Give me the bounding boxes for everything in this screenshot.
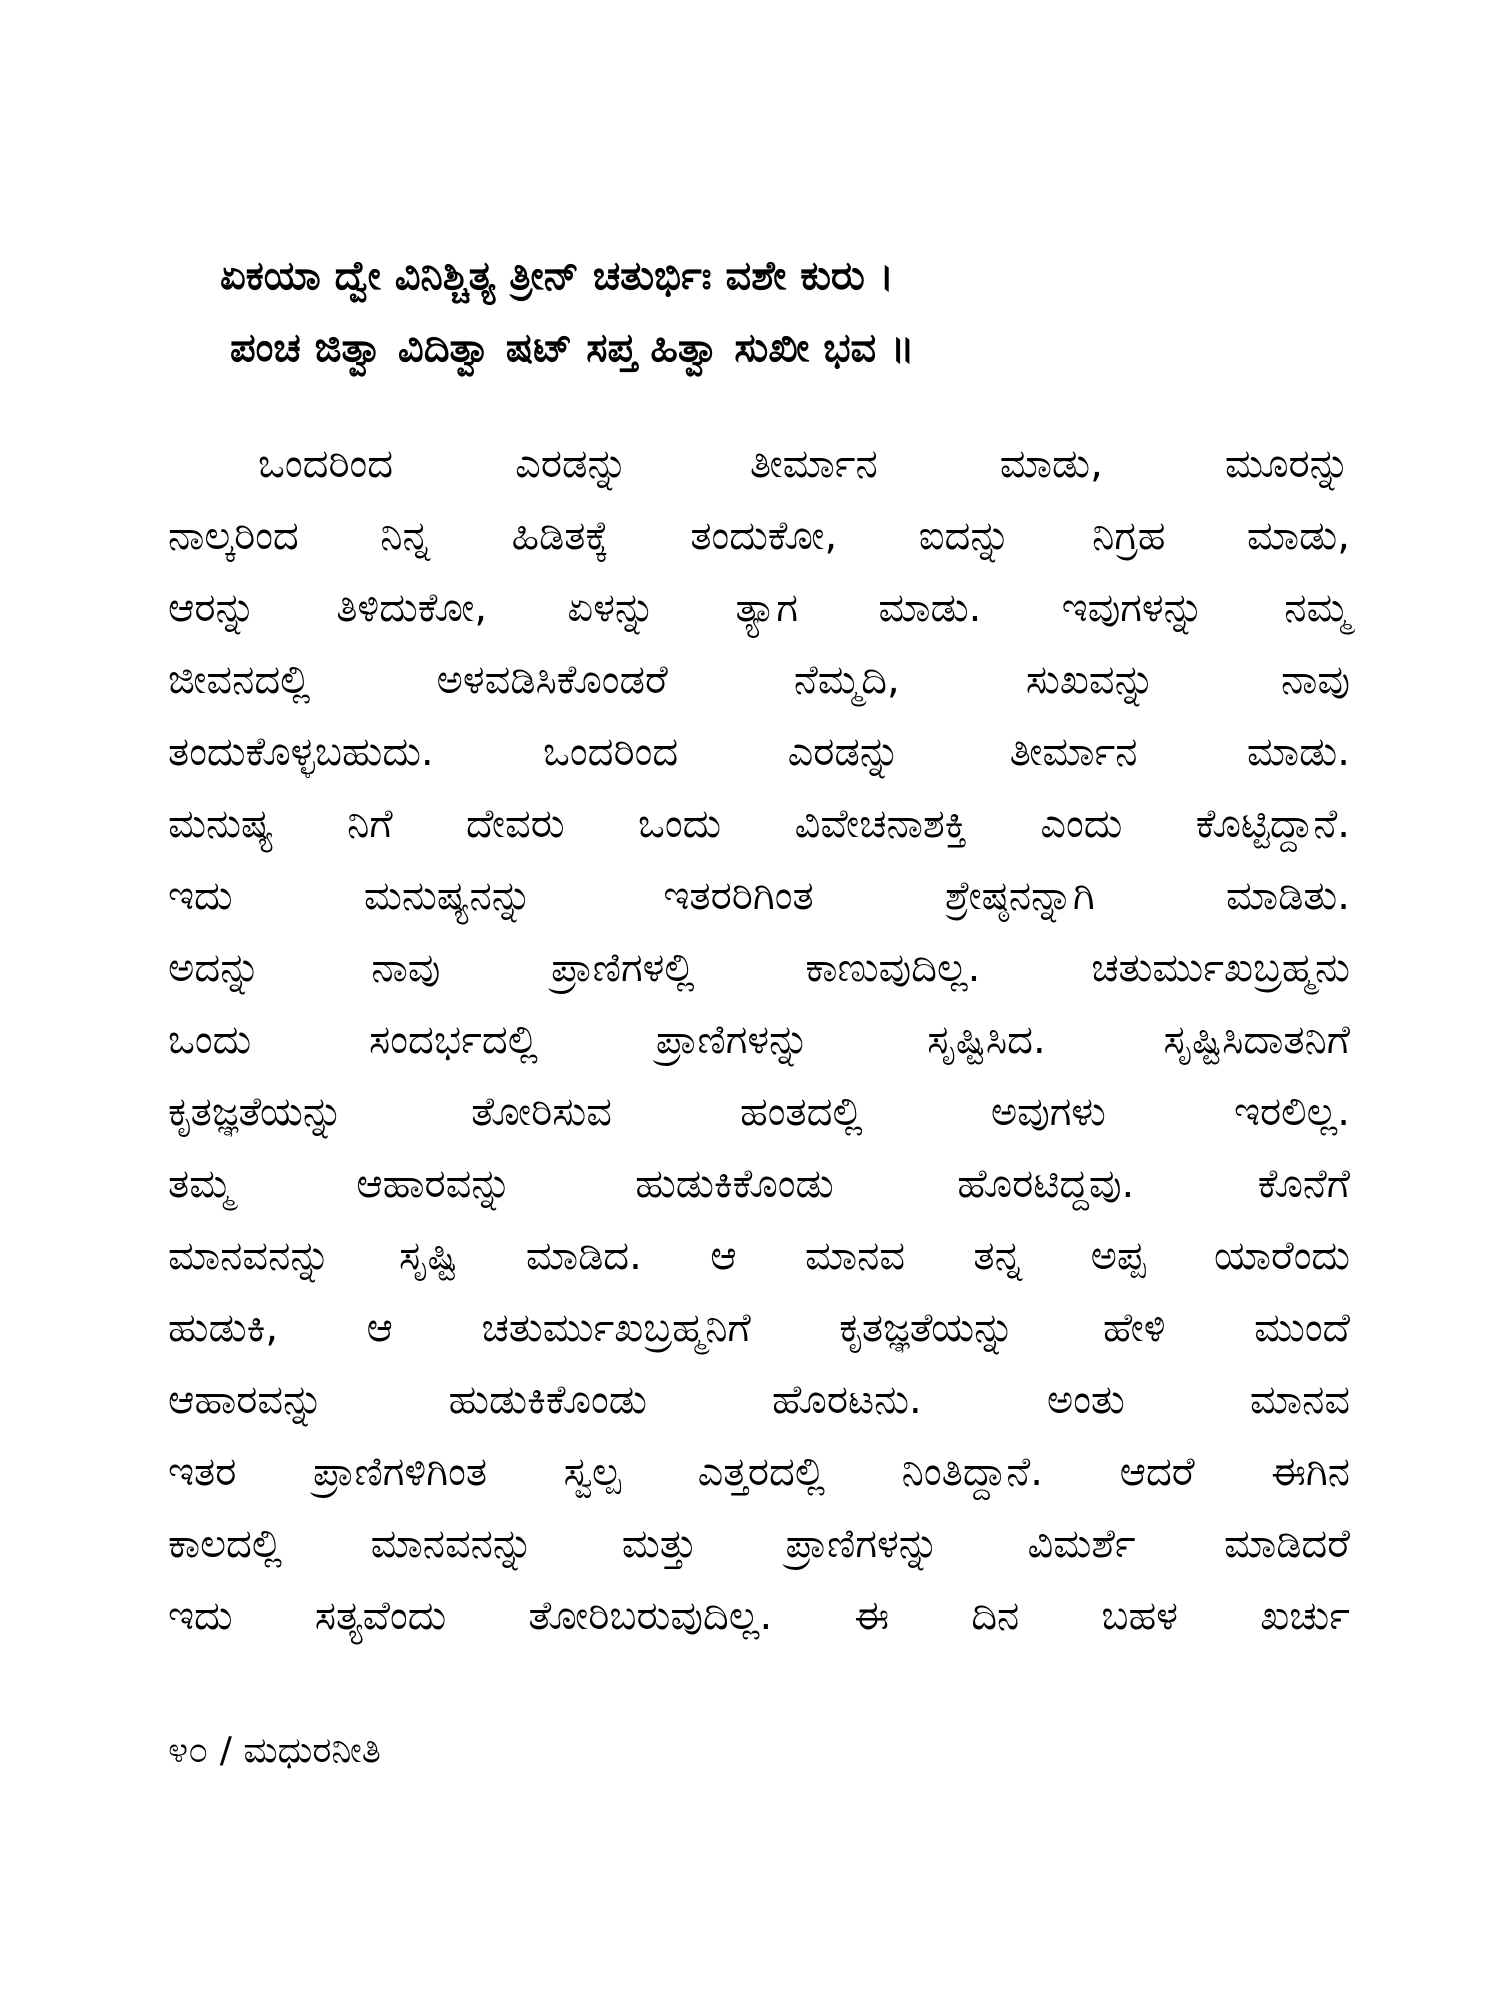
paragraph-line: ಮಾನವನನ್ನು ಸೃಷ್ಟಿ ಮಾಡಿದ. ಆ ಮಾನವ ತನ್ನ ಅಪ್ಪ ಯಾರೆಂದು <box>168 1233 1350 1279</box>
paragraph-line: ತಂದುಕೊಳ್ಳಬಹುದು. ಒಂದರಿಂದ ಎರಡನ್ನು ತೀರ್ಮಾನ ಮಾಡು. <box>168 729 1350 775</box>
paragraph-line: ಜೀವನದಲ್ಲಿ ಅಳವಡಿಸಿಕೊಂಡರೆ ನೆಮ್ಮದಿ, ಸುಖವನ್ನು ನಾವು <box>168 657 1350 703</box>
page-number: ೪೦ <box>168 1730 209 1771</box>
paragraph-line: ಹುಡುಕಿ, ಆ ಚತುರ್ಮುಖಬ್ರಹ್ಮನಿಗೆ ಕೃತಜ್ಞತೆಯನ್ನು ಹೇಳಿ ಮುಂದೆ <box>168 1305 1350 1351</box>
paragraph-line: ಆಹಾರವನ್ನು ಹುಡುಕಿಕೊಂಡು ಹೊರಟನು. ಅಂತು ಮಾನವ <box>168 1377 1350 1423</box>
paragraph-line: ಇತರ ಪ್ರಾಣಿಗಳಿಗಿಂತ ಸ್ವಲ್ಪ ಎತ್ತರದಲ್ಲಿ ನಿಂತಿದ್ದಾನೆ. ಆದರೆ ಈಗಿನ <box>168 1449 1350 1495</box>
paragraph-line: ಮನುಷ್ಯ ನಿಗೆ ದೇವರು ಒಂದು ವಿವೇಚನಾಶಕ್ತಿ ಎಂದು ಕೊಟ್ಟಿದ್ದಾನೆ. <box>168 801 1350 847</box>
paragraph-line: ಇದು ಮನುಷ್ಯನನ್ನು ಇತರರಿಗಿಂತ ಶ್ರೇಷ್ಠನನ್ನಾಗಿ ಮಾಡಿತು. <box>168 873 1350 919</box>
paragraph-line: ಅದನ್ನು ನಾವು ಪ್ರಾಣಿಗಳಲ್ಲಿ ಕಾಣುವುದಿಲ್ಲ. ಚತುರ್ಮುಖಬ್ರಹ್ಮನು <box>168 945 1350 991</box>
paragraph-line: ತಮ್ಮ ಆಹಾರವನ್ನು ಹುಡುಕಿಕೊಂಡು ಹೊರಟಿದ್ದವು. ಕೊನೆಗೆ <box>168 1161 1350 1207</box>
paragraph-line: ಕೃತಜ್ಞತೆಯನ್ನು ತೋರಿಸುವ ಹಂತದಲ್ಲಿ ಅವುಗಳು ಇರಲಿಲ್ಲ. <box>168 1089 1350 1135</box>
paragraph-line: ಒಂದು ಸಂದರ್ಭದಲ್ಲಿ ಪ್ರಾಣಿಗಳನ್ನು ಸೃಷ್ಟಿಸಿದ. ಸೃಷ್ಟಿಸಿದಾತನಿಗೆ <box>168 1017 1350 1063</box>
paragraph-line: ಕಾಲದಲ್ಲಿ ಮಾನವನನ್ನು ಮತ್ತು ಪ್ರಾಣಿಗಳನ್ನು ವಿಮರ್ಶೆ ಮಾಡಿದರೆ <box>168 1521 1350 1567</box>
paragraph-line: ಆರನ್ನು ತಿಳಿದುಕೋ, ಏಳನ್ನು ತ್ಯಾಗ ಮಾಡು. ಇವುಗಳನ್ನು ನಮ್ಮ <box>168 585 1350 631</box>
paragraph-line: ಇದು ಸತ್ಯವೆಂದು ತೋರಿಬರುವುದಿಲ್ಲ. ಈ ದಿನ ಬಹಳ ಖರ್ಚು <box>168 1593 1350 1639</box>
verse-line-2: ಪಂಚ ಜಿತ್ವಾ ವಿದಿತ್ವಾ ಷಟ್ ಸಪ್ತ ಹಿತ್ವಾ ಸುಖೀ ಭವ ॥ <box>230 325 915 371</box>
page-footer <box>168 1730 381 1772</box>
footer-separator: / <box>219 1730 232 1771</box>
sanskrit-verse <box>220 240 1220 384</box>
paragraph-line: ಒಂದರಿಂದ ಎರಡನ್ನು ತೀರ್ಮಾನ ಮಾಡು, ಮೂರನ್ನು <box>258 441 1350 487</box>
verse-line-1: ಏಕಯಾ ದ್ವೇ ವಿನಿಶ್ಚಿತ್ಯ ತ್ರೀನ್ ಚತುರ್ಭಿಃ ವಶೇ ಕುರು । <box>220 253 894 299</box>
paragraph-line: ನಾಲ್ಕರಿಂದ ನಿನ್ನ ಹಿಡಿತಕ್ಕೆ ತಂದುಕೋ, ಐದನ್ನು ನಿಗ್ರಹ ಮಾಡು, <box>168 513 1350 559</box>
book-title: ಮಧುರನೀತಿ <box>243 1730 381 1771</box>
body-paragraph <box>168 428 1350 1652</box>
